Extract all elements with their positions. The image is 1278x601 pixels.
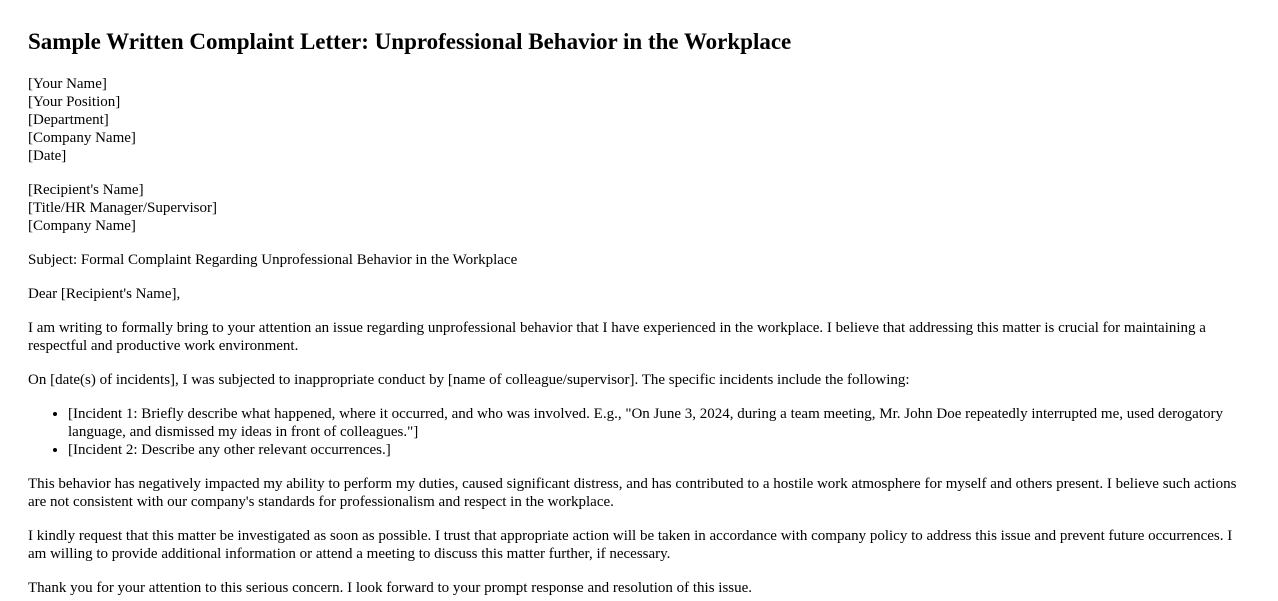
list-item: • [Incident 1: Briefly describe what happened, where it occurred, and who was involved. E.g., "On June 3, 2024, during a team meeting, Mr. John Doe repeatedly interrupted me, used derogatory language, and dismissed my ideas in front of colleagues."] — [68, 405, 1243, 441]
request-text: I kindly request that this matter be investigated as soon as possible. I trust that appropriate action will be taken in accordance with company policy to address this issue and prevent future occurrences. I am willing to provide additional information or attend a meeting to discuss this matter further, if necessary. — [28, 528, 1233, 562]
page-title: Sample Written Complaint Letter: Unprofessional Behavior in the Workplace — [28, 29, 792, 54]
closing-text: Thank you for your attention to this serious concern. I look forward to your prompt response and resolution of this issue. — [28, 580, 753, 596]
recipient-name: [Recipient's Name] — [28, 182, 144, 198]
subject-text: Subject: Formal Complaint Regarding Unprofessional Behavior in the Workplace — [28, 252, 518, 268]
impact-text: This behavior has negatively impacted my ability to perform my duties, caused significant distress, and has contributed to a hostile work atmosphere for myself and others present. I believe such actions are not consistent with our company's standards for professionalism and respect in the workplace. — [28, 476, 1237, 510]
list-item: • [Incident 2: Describe any other relevant occurrences.] — [68, 441, 1243, 459]
closing-paragraph — [28, 579, 1243, 597]
intro-text: I am writing to formally bring to your attention an issue regarding unprofessional behavior that I have experienced in the workplace. I believe that addressing this matter is crucial for maintaining a respectful and productive work environment. — [28, 320, 1206, 354]
sender-company: [Company Name] — [28, 130, 136, 146]
salutation-line — [28, 285, 1243, 303]
sender-department: [Department] — [28, 112, 109, 128]
sender-date: [Date] — [28, 148, 67, 164]
impact-paragraph — [28, 475, 1243, 511]
recipient-title: [Title/HR Manager/Supervisor] — [28, 200, 218, 216]
incident-list — [28, 405, 1243, 459]
recipient-company: [Company Name] — [28, 218, 136, 234]
incidents-lead-paragraph — [28, 371, 1243, 389]
request-paragraph — [28, 527, 1243, 563]
salutation-text: Dear [Recipient's Name], — [28, 286, 181, 302]
sender-position: [Your Position] — [28, 94, 121, 110]
intro-paragraph — [28, 319, 1243, 355]
subject-line — [28, 251, 1243, 269]
incidents-lead-text: On [date(s) of incidents], I was subjected to inappropriate conduct by [name of colleague/supervisor]. The specific incidents include the following: — [28, 372, 910, 388]
sender-name: [Your Name] — [28, 76, 107, 92]
sender-block — [28, 75, 1243, 165]
recipient-block — [28, 181, 1243, 235]
